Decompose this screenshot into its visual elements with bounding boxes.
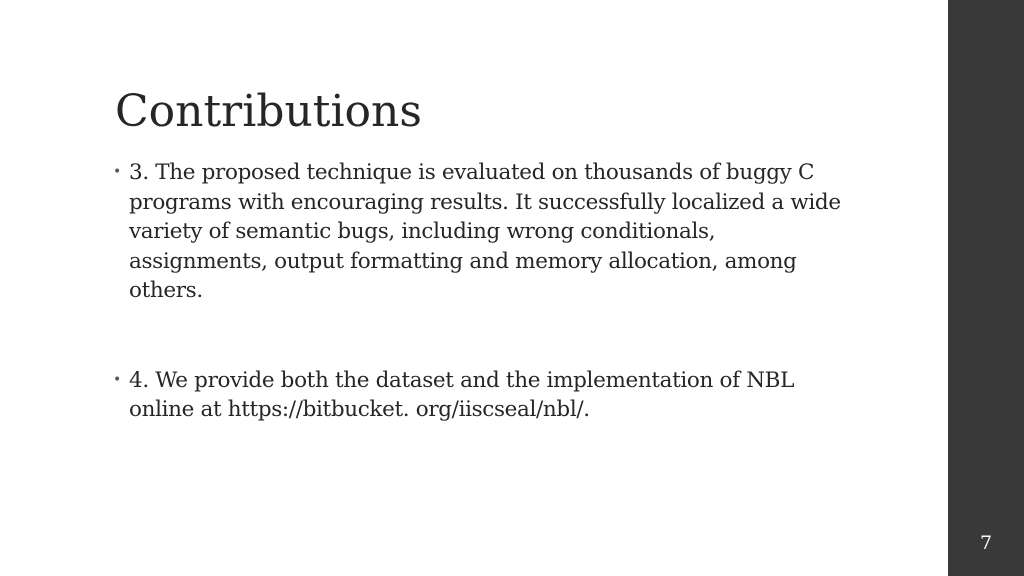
bullet-marker-icon: • xyxy=(113,371,121,388)
slide-number: 7 xyxy=(979,532,993,554)
bullet-item-contribution-4 xyxy=(113,366,843,425)
bullet-item-contribution-3 xyxy=(113,158,843,306)
slide-title: Contributions xyxy=(115,86,422,137)
bullet-text: 3. The proposed technique is evaluated on thousands of buggy C programs with encouraging results. It successfully localized a wide variety of semantic bugs, including wrong conditionals, assignments, output formatting and memory allocation, among others. xyxy=(129,160,841,303)
bullet-marker-icon: • xyxy=(113,164,121,180)
side-bar xyxy=(948,0,1024,576)
bullet-list xyxy=(113,158,843,425)
bullet-text: 4. We provide both the dataset and the implementation of NBL online at https://bitbucket. org/iiscseal/nbl/. xyxy=(129,367,795,422)
